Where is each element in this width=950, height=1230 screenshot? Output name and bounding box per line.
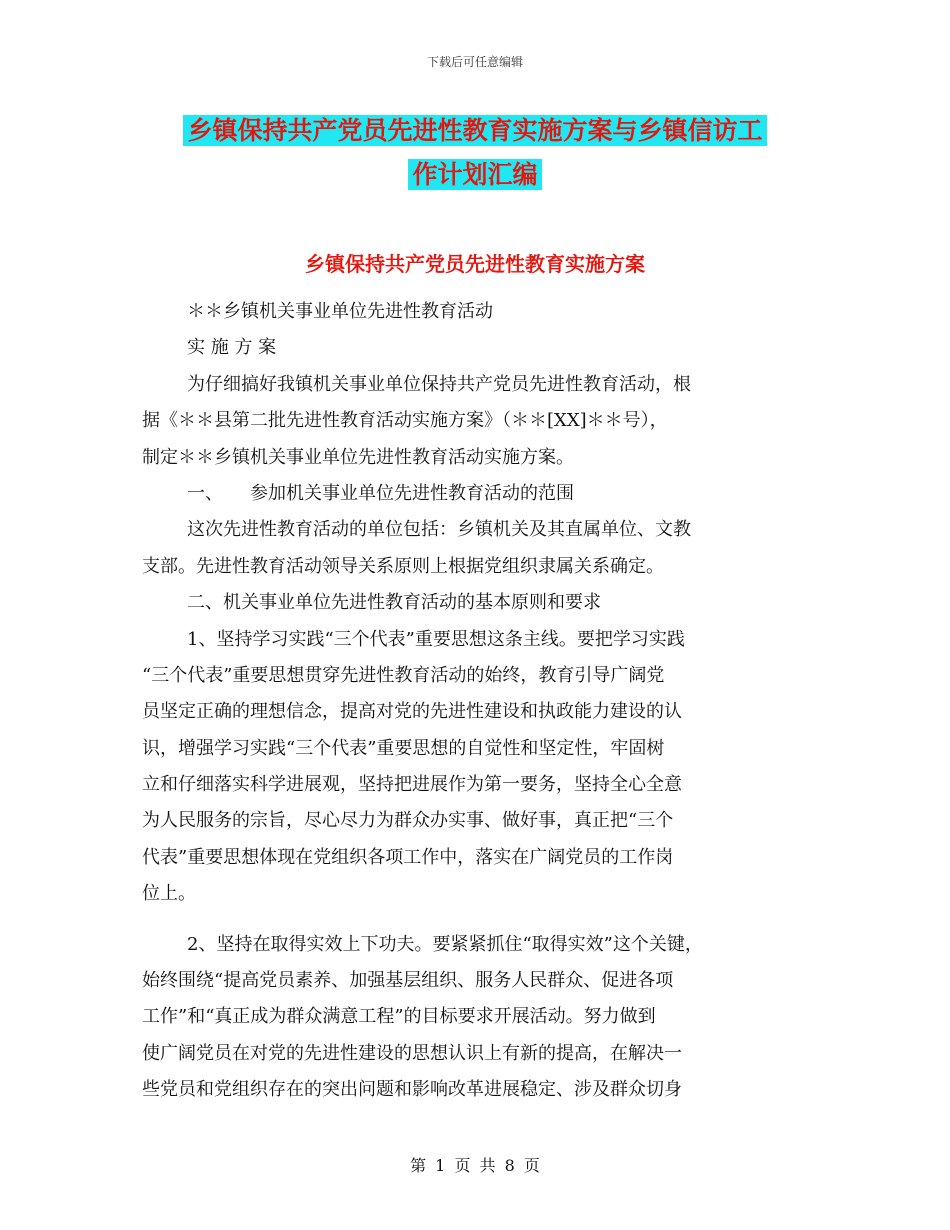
text-line: 始终围绕“提高党员素养、加强基层组织、服务人民群众、促进各项 bbox=[142, 970, 674, 992]
document-title-line-1: 乡镇保持共产党员先进性教育实施方案与乡镇信访工 bbox=[150, 116, 800, 146]
text-line: 二、机关事业单位先进性教育活动的基本原则和要求 bbox=[187, 592, 601, 614]
text-line: 2、坚持在取得实效上下功夫。要紧紧抓住“取得实效”这个关键， bbox=[187, 933, 703, 955]
text-line: 工作”和“真正成为群众满意工程”的目标要求开展活动。努力做到 bbox=[142, 1006, 656, 1028]
document-title-line-2: 作计划汇编 bbox=[150, 160, 800, 190]
text-line: 识，增强学习实践“三个代表”重要思想的自觉性和坚定性，牢固树 bbox=[142, 737, 665, 759]
text-line: 制定＊＊乡镇机关事业单位先进性教育活动实施方案。 bbox=[142, 446, 574, 468]
text-line: 使广阔党员在对党的先进性建设的思想认识上有新的提高，在解决一 bbox=[142, 1042, 682, 1064]
header-note: 下载后可任意编辑 bbox=[426, 55, 523, 69]
text-line: ＊＊乡镇机关事业单位先进性教育活动 bbox=[187, 301, 493, 322]
text-line: 代表”重要思想体现在党组织各项工作中，落实在广阔党员的工作岗 bbox=[142, 846, 674, 868]
text-line: 一、 参加机关事业单位先进性教育活动的范围 bbox=[187, 482, 574, 504]
text-line: “三个代表”重要思想贯穿先进性教育活动的始终，教育引导广阔党 bbox=[142, 664, 665, 686]
text-line: 1、坚持学习实践“三个代表”重要思想这条主线。要把学习实践 bbox=[187, 628, 685, 650]
page-footer: 第 1 页 共 8 页 bbox=[410, 1156, 540, 1175]
section-title: 乡镇保持共产党员先进性教育实施方案 bbox=[305, 252, 645, 276]
text-line: 为仔细搞好我镇机关事业单位保持共产党员先进性教育活动，根 bbox=[187, 373, 691, 395]
text-line: 实 施 方 案 bbox=[187, 337, 277, 359]
text-line: 位上。 bbox=[142, 883, 196, 905]
text-line: 这次先进性教育活动的单位包括：乡镇机关及其直属单位、文教 bbox=[187, 519, 691, 541]
text-line: 员坚定正确的理想信念，提高对党的先进性建设和执政能力建设的认 bbox=[142, 701, 682, 723]
text-line: 据《＊＊县第二批先进性教育活动实施方案》（＊＊[XX]＊＊号）， bbox=[142, 410, 668, 432]
text-line: 支部。先进性教育活动领导关系原则上根据党组织隶属关系确定。 bbox=[142, 555, 664, 577]
text-line: 为人民服务的宗旨，尽心尽力为群众办实事、做好事，真正把“三个 bbox=[142, 810, 674, 832]
text-line: 立和仔细落实科学进展观，坚持把进展作为第一要务，坚持全心全意 bbox=[142, 774, 682, 796]
document-body bbox=[142, 294, 810, 1109]
paragraph-gap bbox=[142, 913, 810, 927]
text-line: 些党员和党组织存在的突出问题和影响改革进展稳定、涉及群众切身 bbox=[142, 1079, 682, 1101]
